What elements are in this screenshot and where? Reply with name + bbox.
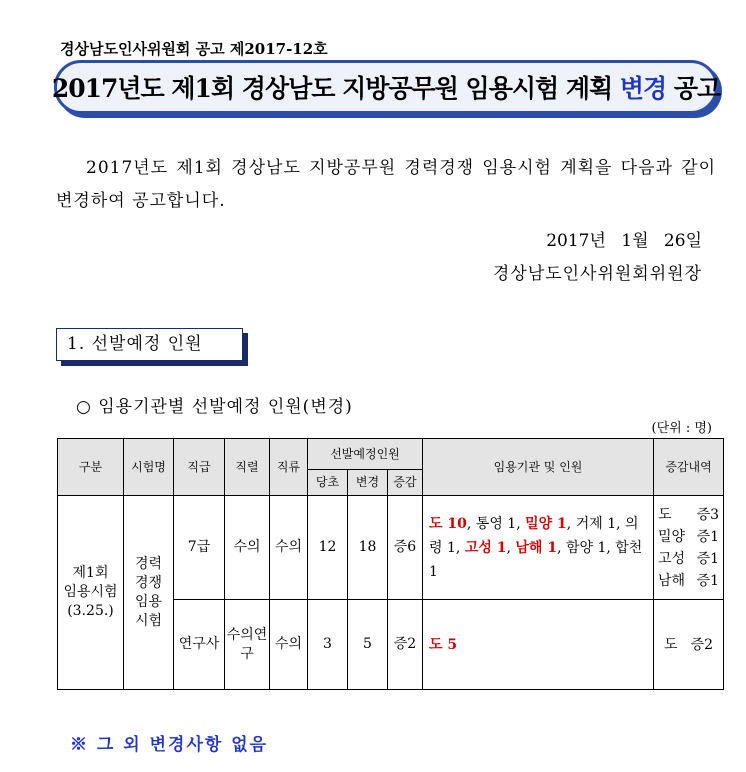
delta-cell: 증2: [388, 600, 423, 690]
agencies-cell: [423, 496, 654, 600]
exam-name-line: 경력: [134, 555, 163, 572]
exam-name-line: 경쟁: [134, 574, 163, 591]
exam-name-line: 시험: [134, 612, 163, 629]
agency-text: , 거제 1, 의령 1,: [429, 515, 639, 556]
change-detail-cell: [654, 496, 724, 600]
recruitment-table: [57, 438, 724, 690]
agency-highlight: 남해 1: [515, 539, 558, 556]
change-amount: 증1: [696, 528, 720, 545]
table-header-row: [58, 439, 724, 470]
change-place: 도: [658, 506, 672, 523]
header-series: 직렬: [225, 439, 270, 496]
header-agencies: 임용기관 및 인원: [423, 439, 654, 496]
change-amount: 증1: [696, 572, 720, 589]
header-original: 당초: [308, 470, 348, 496]
title-accent-word: 변경: [619, 74, 667, 103]
header-changed: 변경: [348, 470, 388, 496]
change-amount: 증3: [696, 506, 720, 523]
change-amount: 증1: [696, 550, 720, 567]
header-change-detail: 증감내역: [654, 439, 724, 496]
grade-cell: 연구사: [174, 600, 225, 690]
agencies-cell: [423, 600, 654, 690]
change-line: [656, 504, 721, 526]
notice-number: 경상남도인사위원회 공고 제2017-12호: [60, 40, 328, 58]
exam-name-line: 임용: [134, 593, 163, 610]
header-grade: 직급: [174, 439, 225, 496]
change-place: 고성: [658, 550, 686, 567]
announcement-date: 2017년 1월 26일: [546, 231, 702, 251]
category-line: (3.25.): [67, 603, 114, 619]
header-delta: 증감: [388, 470, 423, 496]
agency-text: , 통영 1,: [466, 515, 526, 532]
header-job-type: 직류: [270, 439, 308, 496]
announcement-body: 2017년도 제1회 경상남도 지방공무원 경력경쟁 임용시험 계획을 다음과 같이 변경하여 공고합니다.: [56, 158, 716, 211]
series-cell: 수의: [225, 496, 270, 600]
title-prefix: 2017년도 제1회 경상남도 지방공무원 임용시험 계획: [51, 74, 620, 103]
agency-highlight: 밀양 1: [525, 515, 567, 532]
issuer-name: 경상남도인사위원회위원장: [492, 264, 702, 284]
table-row: [58, 496, 724, 600]
changed-count-cell: 5: [348, 600, 388, 690]
section-heading: 1. 선발예정 인원: [56, 328, 243, 361]
header-category: 구분: [58, 439, 124, 496]
change-line: [656, 570, 721, 592]
agency-text: , 함양 1, 합천 1: [429, 539, 643, 580]
category-cell: [58, 496, 124, 690]
change-place: 도: [664, 636, 678, 653]
document-title: [52, 69, 720, 105]
footnote: ※ 그 외 변경사항 없음: [70, 735, 269, 755]
agency-text: ,: [506, 539, 516, 556]
section-heading-box: [56, 328, 248, 366]
title-banner-box: [51, 60, 721, 114]
category-line: 임용시험: [63, 584, 118, 600]
series-cell: 수의연구: [225, 600, 270, 690]
change-amount: 증2: [690, 636, 714, 653]
change-line: [656, 634, 721, 656]
header-exam-name: 시험명: [124, 439, 174, 496]
subsection-heading: ○ 임용기관별 선발예정 인원(변경): [76, 397, 353, 417]
title-suffix: 공고: [666, 74, 721, 103]
change-place: 남해: [658, 572, 686, 589]
category-line: 제1회: [72, 565, 109, 581]
job-type-cell: 수의: [270, 600, 308, 690]
change-line: [656, 548, 721, 570]
grade-cell: 7급: [174, 496, 225, 600]
change-detail-cell: [654, 600, 724, 690]
agency-highlight: 도 10: [429, 515, 467, 532]
agency-highlight: 고성 1: [464, 539, 507, 556]
change-line: [656, 526, 721, 548]
exam-name-cell: [124, 496, 174, 690]
change-place: 밀양: [658, 528, 686, 545]
original-count-cell: 12: [308, 496, 348, 600]
unit-note: (단위 : 명): [651, 421, 712, 436]
delta-cell: 증6: [388, 496, 423, 600]
header-planned: 선발예정인원: [308, 439, 423, 470]
job-type-cell: 수의: [270, 496, 308, 600]
agency-highlight: 도 5: [429, 636, 458, 653]
original-count-cell: 3: [308, 600, 348, 690]
changed-count-cell: 18: [348, 496, 388, 600]
title-banner: [51, 60, 722, 118]
